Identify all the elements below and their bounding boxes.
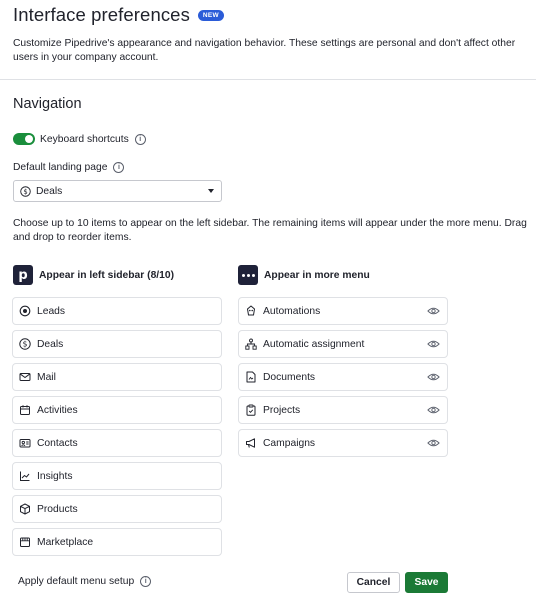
sidebar-column-header	[13, 265, 174, 285]
landing-page-select[interactable]	[13, 180, 222, 202]
more-item-automatic-assignment[interactable]	[238, 330, 448, 358]
page-header	[13, 4, 528, 26]
sidebar-item-mail[interactable]	[12, 363, 222, 391]
sidebar-item-products[interactable]	[12, 495, 222, 523]
sidebar-item-label: Products	[37, 503, 78, 515]
chevron-down-icon	[208, 189, 214, 193]
page-title: Interface preferences	[13, 4, 190, 25]
sidebar-item-label: Insights	[37, 470, 73, 482]
dollar-circle-icon	[20, 186, 31, 197]
more-item-label: Automatic assignment	[263, 338, 365, 350]
clipboard-icon	[245, 404, 257, 416]
more-item-automations[interactable]	[238, 297, 448, 325]
more-column-header	[238, 265, 370, 285]
pipedrive-logo-icon: p	[13, 265, 33, 285]
eye-icon[interactable]	[427, 438, 440, 448]
eye-icon[interactable]	[427, 306, 440, 316]
sidebar-item-activities[interactable]	[12, 396, 222, 424]
apply-default-label: Apply default menu setup	[18, 576, 135, 587]
keyboard-shortcuts-label: Keyboard shortcuts	[40, 133, 129, 145]
info-icon[interactable]: i	[135, 134, 146, 145]
more-item-label: Documents	[263, 371, 316, 383]
keyboard-shortcuts-row	[13, 132, 146, 146]
sidebar-item-contacts[interactable]	[12, 429, 222, 457]
info-icon[interactable]: i	[140, 576, 151, 587]
title-row	[13, 4, 528, 26]
landing-page-label: Default landing page	[13, 162, 108, 173]
sidebar-item-marketplace[interactable]	[12, 528, 222, 556]
keyboard-shortcuts-toggle[interactable]	[13, 133, 35, 145]
sidebar-item-insights[interactable]	[12, 462, 222, 490]
info-icon[interactable]: i	[113, 162, 124, 173]
more-item-label: Automations	[263, 305, 321, 317]
sidebar-item-label: Leads	[37, 305, 66, 317]
new-badge: NEW	[198, 10, 224, 21]
landing-page-value: Deals	[36, 185, 63, 197]
chart-icon	[19, 470, 31, 482]
sidebar-item-label: Marketplace	[37, 536, 94, 548]
page-description: Customize Pipedrive's appearance and navigation behavior. These settings are personal and don't affect other users in your company account.	[13, 38, 516, 63]
hierarchy-icon	[245, 338, 257, 350]
document-icon	[245, 371, 257, 383]
more-dots-icon	[238, 265, 258, 285]
landing-page-label-row	[13, 162, 124, 173]
target-icon	[19, 305, 31, 317]
sidebar-item-label: Activities	[37, 404, 78, 416]
sidebar-hint: Choose up to 10 items to appear on the left sidebar. The remaining items will appear under the more menu. Drag and drop to reorder items.	[13, 218, 527, 243]
eye-icon[interactable]	[427, 339, 440, 349]
sidebar-item-label: Deals	[37, 338, 64, 350]
more-column-title: Appear in more menu	[264, 269, 370, 281]
sidebar-item-label: Mail	[37, 371, 56, 383]
mail-icon	[19, 371, 31, 383]
more-item-documents[interactable]	[238, 363, 448, 391]
more-item-label: Campaigns	[263, 437, 316, 449]
cancel-button[interactable]: Cancel	[347, 572, 400, 593]
apply-default-menu-link[interactable]	[18, 576, 151, 587]
more-items-list	[238, 297, 448, 462]
sidebar-column-title: Appear in left sidebar (8/10)	[39, 269, 175, 281]
more-item-campaigns[interactable]	[238, 429, 448, 457]
box-icon	[19, 503, 31, 515]
eye-icon[interactable]	[427, 372, 440, 382]
svg-text:$: $	[22, 339, 28, 349]
sidebar-items-list	[12, 297, 222, 561]
sidebar-item-leads[interactable]	[12, 297, 222, 325]
header-divider	[0, 79, 536, 80]
eye-icon[interactable]	[427, 405, 440, 415]
sidebar-item-label: Contacts	[37, 437, 78, 449]
more-item-label: Projects	[263, 404, 301, 416]
dollar-circle-icon	[19, 338, 31, 350]
sidebar-item-deals[interactable]	[12, 330, 222, 358]
contact-card-icon	[19, 437, 31, 449]
calendar-icon	[19, 404, 31, 416]
store-icon	[19, 536, 31, 548]
robot-icon	[245, 305, 257, 317]
svg-text:$: $	[23, 187, 28, 196]
save-button[interactable]: Save	[405, 572, 448, 593]
navigation-section-title: Navigation	[13, 96, 82, 112]
more-item-projects[interactable]	[238, 396, 448, 424]
megaphone-icon	[245, 437, 257, 449]
